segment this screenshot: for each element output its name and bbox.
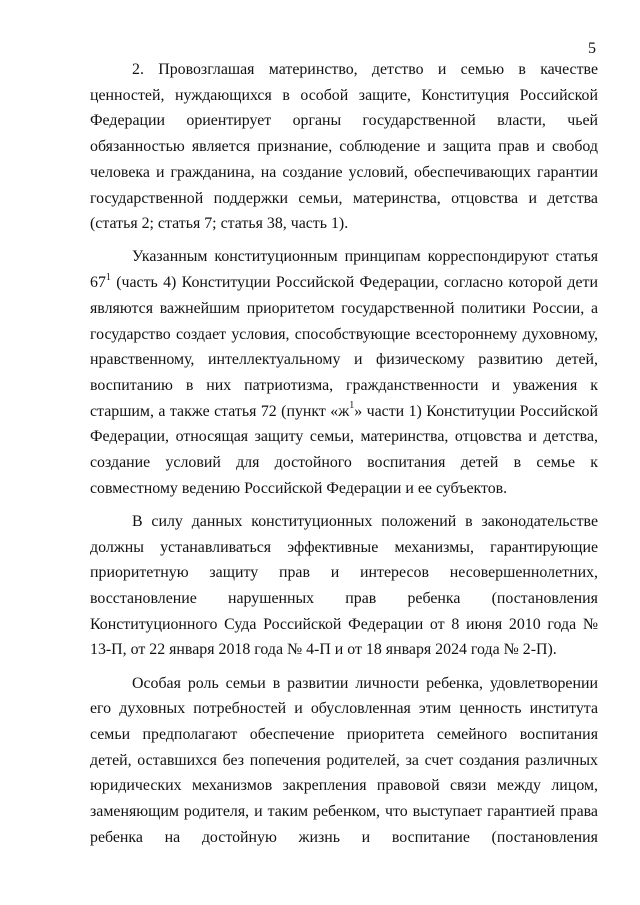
page-number: 5 — [588, 40, 596, 57]
paragraph-2 — [90, 244, 598, 501]
paragraph-1: 2. Провозглашая материнство, детство и семью в качестве ценностей, нуждающихся в особой защите, Конституция Российской Федерации ориентирует органы государственной власти, чьей обязанностью является признание, соблюдение и защита прав и свобод человека и гражданина, на создание условий, обеспечивающих гарантии государственной поддержки семьи, материнства, отцовства и детства (статья 2; статья 7; статья 38, часть 1). — [90, 61, 598, 233]
paragraph-2-text-a: Указанным конституционным принципам корреспондируют статья 67 — [90, 248, 598, 292]
superscript-2: 1 — [349, 400, 355, 412]
paragraph-2-text-c: » части 1) Конституции Российской Федерации, относящая защиту семьи, материнства, отцовства и детства, создание условий для достойного воспитания детей в семье к совместному ведению Российской Федерации и ее субъектов. — [90, 402, 598, 497]
superscript-1: 1 — [105, 271, 111, 283]
paragraph-3: В силу данных конституционных положений в законодательстве должны устанавливаться эффективные механизмы, гарантирующие приоритетную защиту прав и интересов несовершеннолетних, восстановление нарушенных прав ребенка (постановления Конституционного Суда Российской Федерации от 8 июня 2010 года № 13-П, от 22 января 2018 года № 4-П и от 18 января 2024 года № 2-П). — [90, 512, 598, 659]
paragraph-2-text-b: (часть 4) Конституции Российской Федерации, согласно которой дети являются важнейшим приоритетом государственной политики России, а государство создает условия, способствующие всестороннему духовному, нравственному, интеллектуальному и физическому развитию детей, воспитанию в них патриотизма, гражданственности и уважения к старшим, а также статья 72 (пункт «ж — [90, 274, 598, 420]
paragraph-4: Особая роль семьи в развитии личности ребенка, удовлетворении его духовных потребностей и обусловленная этим ценность института семьи предполагают обеспечение приоритета семейного воспитания детей, оставшихся без попечения родителей, за счет создания различных юридических механизмов закрепления правовой связи между лицом, заменяющим родителя, и таким ребенком, что выступает гарантией права ребенка на достойную жизнь и воспитание (постановления — [90, 674, 598, 846]
document-body — [90, 57, 598, 851]
